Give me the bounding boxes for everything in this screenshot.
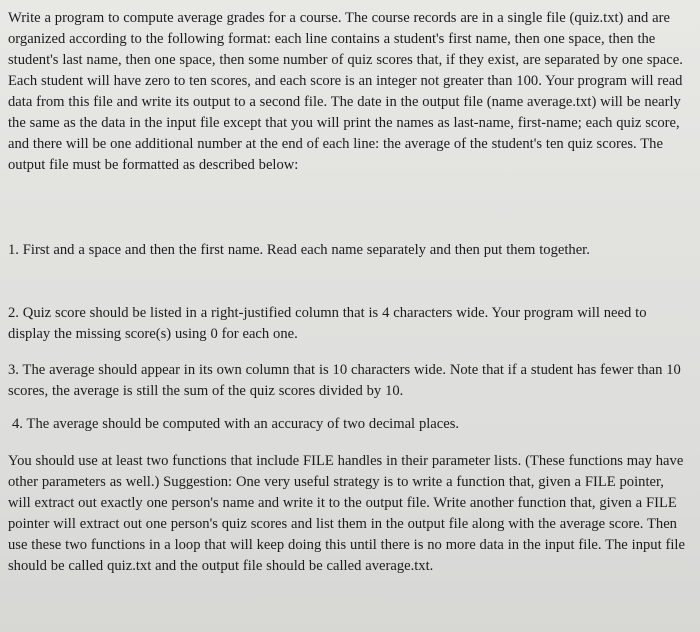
requirement-1: 1. First and a space and then the first name. Read each name separately and then put them together. xyxy=(8,242,590,258)
requirement-3: 3. The average should appear in its own column that is 10 characters wide. Note that if a student has fewer than 10 scores, the average is still the sum of the quiz scores divided by 10. xyxy=(8,362,681,399)
requirement-2: 2. Quiz score should be listed in a right-justified column that is 4 characters wide. Your program will need to display the missing score(s) using 0 for each one. xyxy=(8,305,647,342)
requirement-4: 4. The average should be computed with an accuracy of two decimal places. xyxy=(12,416,460,432)
intro-paragraph: Write a program to compute average grades for a course. The course records are in a single file (quiz.txt) and are organized according to the following format: each line contains a student's first name, then one space, then the student's last name, then one space, then some number of quiz scores that, if they exist, are separated by one space. Each student will have zero to ten scores, and each score is an integer not greater than 100. Your program will read data from this file and write its output to a second file. The date in the output file (name average.txt) will be nearly the same as the data in the input file except that you will print the names as last-name, first-name; each quiz score, and there will be one additional number at the end of each line: the average of the student's ten quiz scores. The output file must be formatted as described below: xyxy=(8,10,683,173)
suggestion-paragraph: You should use at least two functions that include FILE handles in their parameter lists. (These functions may have other parameters as well.) Suggestion: One very useful strategy is to write a function that, given a FILE pointer, will extract out exactly one person's name and write it to the output file. Write another function that, given a FILE pointer will extract out one person's quiz scores and list them in the output file along with the average score. Then use these two functions in a loop that will keep doing this until there is no more data in the input file. The input file should be called quiz.txt and the output file should be called average.txt. xyxy=(8,453,685,574)
